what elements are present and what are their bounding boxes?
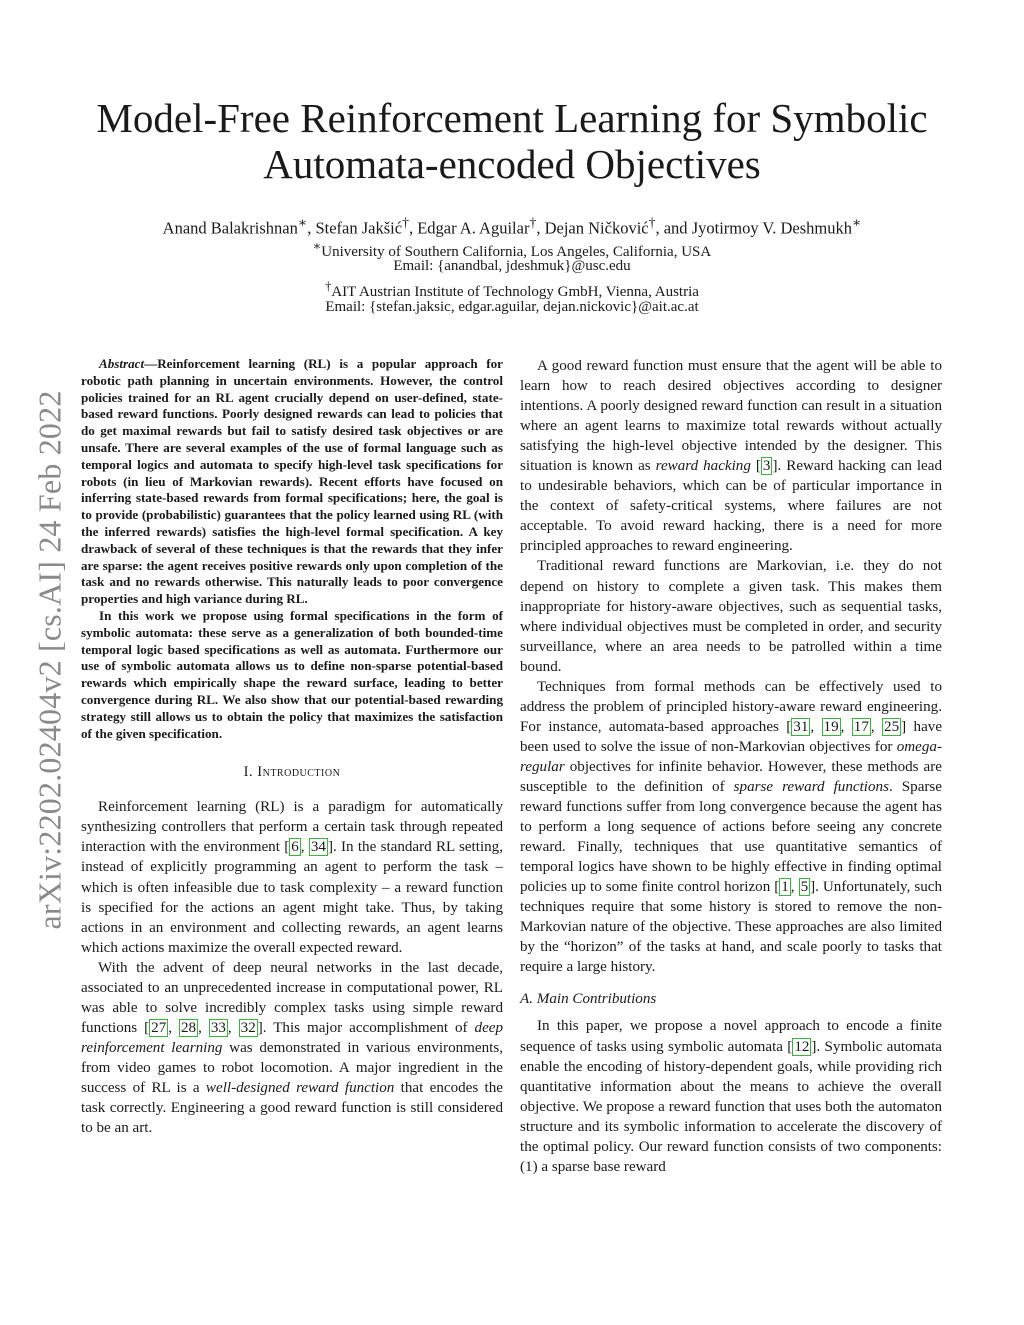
citation-link[interactable]: 3 xyxy=(762,458,771,475)
affiliation-usc: ∗University of Southern California, Los Angeles, California, USA xyxy=(312,239,712,260)
title-line-1: Model-Free Reinforcement Learning for Symbolic xyxy=(96,95,928,141)
author-name: Edgar A. Aguilar xyxy=(417,218,530,238)
email-ait: Email: {stefan.jaksic, edgar.aguilar, dejan.nickovic}@ait.ac.at xyxy=(325,299,699,315)
citation-link[interactable]: 27 xyxy=(151,1019,167,1036)
intro-paragraph-2: With the advent of deep neural networks in the last decade, associated to an unprecedented increase in computational power, RL was able to solve incredibly complex tasks using simple reward functions [ 27 , 28 , 33 , 32 ]. This major accomplishment of deep reinforcement learning was demonstrated in various environments, from video games to robot locomotion. A major ingredient in the success of RL is a well-designed reward function that encodes the task correctly. Engineering a good reward function is still considered to be an art. xyxy=(81,959,504,1137)
citation-link[interactable]: 34 xyxy=(310,839,326,856)
author-name: Jyotirmoy V. Deshmukh xyxy=(691,218,852,238)
citation-link[interactable]: 25 xyxy=(884,718,900,735)
left-column xyxy=(81,356,503,1138)
author-list: Anand Balakrishnan∗, Stefan Jakšić†, Edgar A. Aguilar†, Dejan Ničković†, and Jyotirmoy V. Deshmukh∗ xyxy=(162,215,862,238)
author-name: Anand Balakrishnan xyxy=(162,218,298,238)
affil-mark: † xyxy=(529,215,537,230)
citation-link[interactable]: 32 xyxy=(240,1019,256,1036)
citation-link[interactable]: 28 xyxy=(180,1019,197,1036)
paper-title xyxy=(60,95,964,187)
affil-mark: ∗ xyxy=(297,215,308,230)
author-name: Stefan Jakšić xyxy=(315,218,403,238)
citation-link[interactable]: 33 xyxy=(210,1019,226,1036)
subsection-heading-main-contributions: A. Main Contributions xyxy=(520,991,657,1008)
abstract-paragraph-2: In this work we propose using formal specifications in the form of symbolic automata: these serve as a generalization of both bounded-time temporal logic based specifications as well as automata. Furthermore our use of symbolic automata allows us to define non-sparse potential-based rewards which empirically shape the reward surface, leading to better convergence during RL. We also show that our potential-based rewarding strategy still allows us to obtain the policy that maximizes the satisfaction of the given specification. xyxy=(81,607,503,741)
citation-link[interactable]: 19 xyxy=(823,718,839,735)
affil-mark: † xyxy=(402,215,409,230)
arxiv-id: arXiv:2202.02404v2 [cs.AI] 24 Feb 2022 xyxy=(31,390,68,930)
affil-mark: ∗ xyxy=(851,215,862,230)
citation-link[interactable]: 31 xyxy=(793,718,809,735)
citation-link[interactable]: 5 xyxy=(800,879,809,896)
right-paragraph-3: Techniques from formal methods can be effectively used to address the problem of principled history-aware reward engineering. For instance, automata-based approaches [ 31 , 19 , 17 , 25 ] have been used to solve the issue of non-Markovian objectives for omega-regular objectives for infinite behavior. However, these methods are susceptible to the definition of sparse reward functions. Sparse reward functions suffer from long convergence because the agent has to perform a long sequence of actions before seeing any concrete reward. Finally, techniques that use quantitative semantics of temporal logics have shown to be highly effective in finding optimal policies up to some finite control horizon [ 1 , 5 ]. Unfortunately, such techniques require that some history is stored to remove the non-Markovian nature of the objective. These approaches are also limited by the “horizon” of the tasks at hand, and scale poorly to tasks that require a large history. xyxy=(520,678,943,976)
author-name: Dejan Ničković xyxy=(544,218,649,238)
arxiv-stamp xyxy=(30,370,70,950)
email-usc: Email: {anandbal, jdeshmuk}@usc.edu xyxy=(393,258,631,274)
abstract xyxy=(81,356,503,742)
citation-link[interactable]: 12 xyxy=(794,1038,810,1055)
section-heading-introduction: I. Introduction xyxy=(243,764,341,781)
affiliation-ait: †AIT Austrian Institute of Technology GmbH, Vienna, Austria xyxy=(325,279,699,300)
abstract-label: Abstract xyxy=(99,356,145,371)
abstract-paragraph-1: Abstract—Reinforcement learning (RL) is a popular approach for robotic path planning in uncertain environments. However, the control policies trained for an RL agent crucially depend on user-defined, state-based reward functions. Poorly designed rewards can lead to policies that do get maximal rewards but fail to satisfy desired task objectives or are unsafe. There are several examples of the use of formal language such as temporal logics and automata to specify high-level task specifications for robots (in lieu of Markovian rewards). Recent efforts have focused on inferring state-based rewards from formal specifications; here, the goal is to provide (probabilistic) guarantees that the policy learned using RL (with the inferred rewards) satisfies the high-level formal specification. A key drawback of several of these techniques is that the rewards that they infer are sparse: the agent receives positive rewards only upon completion of the task and no rewards otherwise. This naturally leads to poor convergence properties and high variance during RL. xyxy=(81,356,503,607)
right-column xyxy=(520,356,942,1177)
title-line-2: Automata-encoded Objectives xyxy=(263,141,761,187)
citation-link[interactable]: 17 xyxy=(853,718,869,735)
right-paragraph-4: In this paper, we propose a novel approach to encode a finite sequence of tasks using symbolic automata [ 12 ]. Symbolic automata enable the encoding of history-dependent goals, while providing rich quantitative information about the means to achieve the overall objective. We propose a reward function that uses both the automaton structure and its symbolic information to accelerate the discovery of the optimal policy. Our reward function consists of two components: (1) a sparse base reward xyxy=(520,1018,943,1175)
right-paragraph-1: A good reward function must ensure that the agent will be able to learn how to reach desired objectives according to designer intentions. A poorly designed reward function can result in a situation where an agent learns to maximize total rewards without actually satisfying the high-level objective intended by the designer. This situation is known as reward hacking [ 3 ]. Reward hacking can lead to undesirable behaviors, which can be of particular importance in the context of safety-critical systems, where failures are not acceptable. To avoid reward hacking, there is a need for more principled approaches to reward engineering. xyxy=(520,358,942,555)
affil-mark: † xyxy=(648,215,656,230)
citation-link[interactable]: 1 xyxy=(781,879,789,896)
citation-link[interactable]: 6 xyxy=(291,839,299,856)
right-paragraph-2: Traditional reward functions are Markovian, i.e. they do not depend on history to complete a given task. This makes them inappropriate for history-aware objectives, such as sequential tasks, where individual objectives must be completed in order, and security surveillance, where an area needs to be patrolled within a time bound. xyxy=(520,558,942,675)
intro-paragraph-1: Reinforcement learning (RL) is a paradigm for automatically synthesizing controllers that perform a certain task through repeated interaction with the environment [ 6 , 34 ]. In the standard RL setting, instead of explicitly programming an agent to perform the task – which is often infeasible due to task complexity – a reward function is specified for the actions an agent might take. Thus, by taking actions in an environment and collecting rewards, an agent learns which actions maximize the overall expected reward. xyxy=(81,799,504,956)
introduction-body xyxy=(81,797,503,1138)
